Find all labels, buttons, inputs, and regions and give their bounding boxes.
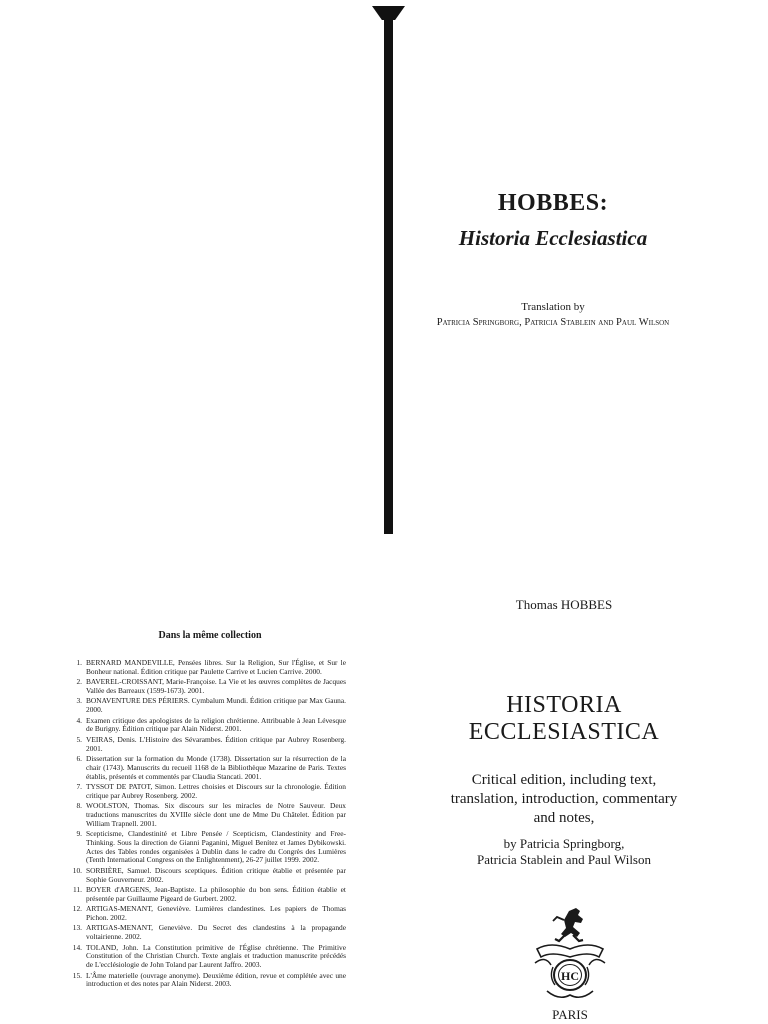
list-item	[64, 755, 346, 781]
item-number: 8.	[76, 801, 82, 811]
editors-line-2: Patricia Stablein and Paul Wilson	[477, 852, 651, 867]
item-text: BERNARD MANDEVILLE, Pensées libres. Sur la Religion, Sur l'Église, et Sur le Bonheur national. Édition critique par Paulette Carrive et Lucien Carrive. 2000.	[86, 658, 346, 676]
item-text: TYSSOT DE PATOT, Simon. Lettres choisies et Discours sur la chronologie. Édition critique par Aubrey Rosenberg. 2002.	[86, 781, 346, 800]
item-text: ARTIGAS-MENANT, Geneviève. Lumières clandestines. Les papiers de Thomas Pichon. 2002.	[86, 904, 346, 923]
list-item	[64, 924, 346, 942]
book-title-line-1: HISTORIA	[506, 692, 622, 718]
item-text: BONAVENTURE DES PÉRIERS. Cymbalum Mundi. Édition critique par Max Gauna. 2000.	[86, 696, 346, 715]
list-item	[64, 697, 346, 715]
list-item	[64, 717, 346, 735]
collection-list	[64, 659, 346, 991]
editors-line-1: by Patricia Springborg,	[503, 836, 625, 851]
item-number: 5.	[76, 734, 82, 744]
item-text: Dissertation sur la formation du Monde (1738). Dissertation sur la résurrection de la chair (1743). Manuscrits du recueil 1168 de la Bibliothèque Mazarine de Paris. Textes établis, présentés et commentés par Claudia Stancati. 2001.	[86, 753, 346, 781]
item-number: 12.	[72, 904, 82, 914]
edition-description: Critical edition, including text, translation, introduction, commentary and notes,	[450, 772, 678, 826]
list-item	[64, 944, 346, 970]
item-number: 10.	[72, 865, 82, 875]
item-text: Examen critique des apologistes de la religion chrétienne. Attribuable à Jean Lévesque de Burigny. Édition critique par Alain Niderst. 2001.	[86, 715, 346, 734]
book-title-line-2: ECCLESIASTICA	[468, 719, 660, 745]
horse-emblem-icon	[531, 905, 609, 1003]
upper-subtitle: Historia Ecclesiastica	[458, 226, 648, 250]
item-text: SORBIÈRE, Samuel. Discours sceptiques. Édition critique établie et présentée par Sophie Gouverneur. 2002.	[86, 865, 346, 884]
publisher-emblem	[531, 905, 609, 1003]
item-text: VEIRAS, Denis. L'Histoire des Sévarambes. Édition critique par Aubrey Rosenberg. 2001.	[86, 734, 346, 753]
item-text: BAVEREL-CROISSANT, Marie-Françoise. La Vie et les œuvres complètes de Jacques Vallée des Barreaux (1599-1673). 2001.	[86, 677, 346, 695]
item-number: 11.	[73, 885, 82, 895]
translators: Patricia Springborg, Patricia Stablein and Paul Wilson	[436, 317, 670, 328]
emblem-monogram: HC	[561, 969, 579, 983]
item-text: ARTIGAS-MENANT, Geneviève. Du Secret des clandestins à la propagande voltairienne. 2002.	[86, 923, 346, 942]
item-number: 7.	[76, 781, 82, 791]
item-text: WOOLSTON, Thomas. Six discours sur les miracles de Notre Sauveur. Deux traductions manuscrites du XVIIIe siècle dont une de Mme Du Châtelet. Édition par William Trapnell. 2001.	[86, 801, 346, 828]
item-number: 6.	[76, 753, 82, 763]
item-number: 9.	[76, 829, 82, 839]
item-text: L'Âme materielle (ouvrage anonyme). Deuxième édition, revue et complétée avec une introduction et des notes par Alain Niderst. 2003.	[86, 970, 346, 989]
list-item	[64, 830, 346, 865]
item-number: 4.	[76, 715, 82, 725]
book-spine	[384, 18, 393, 534]
author-name: Thomas HOBBES	[515, 597, 613, 612]
item-text: TOLAND, John. La Constitution primitive de l'Église chrétienne. The Primitive Constitution of the Christian Church. Texte anglais et traduction manuscrite précédés de L'ecclésiologie de John Toland par Laurent Jaffro. 2003.	[86, 942, 346, 970]
list-item	[64, 905, 346, 923]
item-number: 14.	[72, 942, 82, 952]
list-item	[64, 886, 346, 904]
list-item	[64, 802, 346, 828]
item-number: 3.	[76, 696, 82, 706]
list-item	[64, 736, 346, 754]
list-item	[64, 659, 346, 677]
item-number: 15.	[72, 970, 82, 980]
list-item	[64, 783, 346, 801]
item-number: 13.	[72, 923, 82, 933]
publication-place: PARIS	[552, 1007, 588, 1022]
item-text: Scepticisme, Clandestinité et Libre Pensée / Scepticism, Clandestinity and Free-Thinking. Sous la direction de Gianni Paganini, Miguel Benítez et James Dybikowski. Actes des Tables rondes organisées à Dublin dans le cadre du Congrès des Lumières (Tenth International Congress on the Enlightenment), 26-27 juillet 1999. 2002.	[86, 829, 346, 865]
item-number: 1.	[76, 658, 82, 667]
upper-title: HOBBES:	[497, 190, 609, 216]
item-number: 2.	[76, 677, 82, 687]
list-item	[64, 972, 346, 990]
translation-label: Translation by	[521, 301, 585, 313]
list-item	[64, 867, 346, 885]
list-item	[64, 678, 346, 696]
collection-heading: Dans la même collection	[158, 630, 262, 641]
item-text: BOYER d'ARGENS, Jean-Baptiste. La philosophie du bon sens. Édition établie et présentée par Guillaume Pigeard de Gurbert. 2002.	[86, 885, 346, 903]
